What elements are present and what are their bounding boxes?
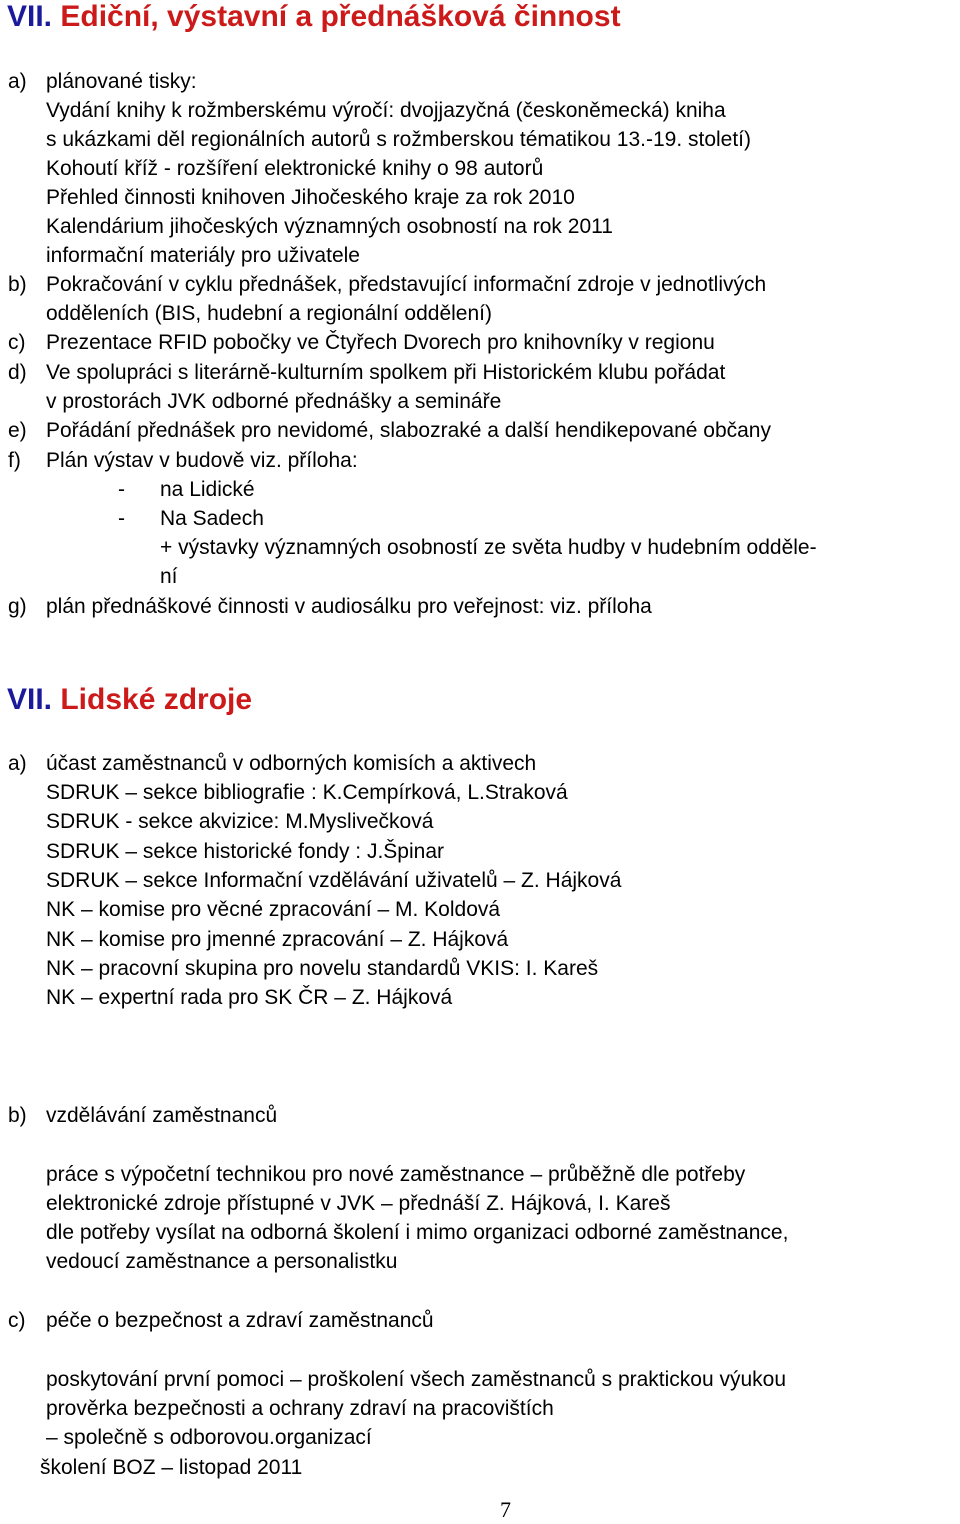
text-line: v prostorách JVK odborné přednášky a semináře xyxy=(46,390,502,413)
text-line: vedoucí zaměstnance a personalistku xyxy=(46,1250,398,1273)
item-marker-a: a) xyxy=(8,752,27,775)
item-marker-e: e) xyxy=(8,419,27,442)
heading-number: VII. xyxy=(7,683,53,716)
text-line: práce s výpočetní technikou pro nové zaměstnance – průběžně dle potřeby xyxy=(46,1163,746,1186)
text-line: – společně s odborovou.organizací xyxy=(46,1426,372,1449)
subsection-heading: péče o bezpečnost a zdraví zaměstnanců xyxy=(46,1309,434,1332)
item-marker-b: b) xyxy=(8,273,27,296)
text-line: SDRUK - sekce akvizice: M.Myslivečková xyxy=(46,810,434,833)
text-line: Pokračování v cyklu přednášek, představující informační zdroje v jednotlivých xyxy=(46,273,767,296)
page-number: 7 xyxy=(500,1497,511,1522)
heading-title: Ediční, výstavní a přednášková činnost xyxy=(60,0,621,33)
bullet-dash: - xyxy=(118,478,125,501)
text-line: s ukázkami děl regionálních autorů s rožmberskou tématikou 13.-19. století) xyxy=(46,128,752,151)
text-line: poskytování první pomoci – proškolení všech zaměstnanců s praktickou výukou xyxy=(46,1368,787,1391)
text-line: + výstavky významných osobností ze světa hudby v hudebním odděle- xyxy=(160,536,817,559)
text-line: NK – komise pro věcné zpracování – M. Koldová xyxy=(46,898,501,921)
text-line: Přehled činnosti knihoven Jihočeského kraje za rok 2010 xyxy=(46,186,575,209)
text-line: odděleních (BIS, hudební a regionální oddělení) xyxy=(46,302,492,325)
text-line: SDRUK – sekce Informační vzdělávání uživatelů – Z. Hájková xyxy=(46,869,622,892)
section-heading-lidske-zdroje xyxy=(7,683,252,717)
section-heading-edicni xyxy=(7,0,621,34)
text-line: plánované tisky: xyxy=(46,70,197,93)
text-line: Vydání knihy k rožmberskému výročí: dvojjazyčná (českoněmecká) kniha xyxy=(46,99,726,122)
text-line: dle potřeby vysílat na odborná školení i mimo organizaci odborné zaměstnance, xyxy=(46,1221,789,1244)
item-marker-g: g) xyxy=(8,595,27,618)
text-line: Plán výstav v budově viz. příloha: xyxy=(46,449,358,472)
text-line: plán přednáškové činnosti v audiosálku pro veřejnost: viz. příloha xyxy=(46,595,652,618)
item-marker-f: f) xyxy=(8,449,21,472)
text-line: Na Sadech xyxy=(160,507,264,530)
text-line: NK – komise pro jmenné zpracování – Z. Hájková xyxy=(46,928,509,951)
text-line: Kalendárium jihočeských významných osobností na rok 2011 xyxy=(46,215,613,238)
subsection-heading: vzdělávání zaměstnanců xyxy=(46,1104,278,1127)
text-line: SDRUK – sekce bibliografie : K.Cempírková, L.Straková xyxy=(46,781,568,804)
text-line: školení BOZ – listopad 2011 xyxy=(40,1456,303,1479)
text-line: ní xyxy=(160,565,178,588)
text-line: NK – expertní rada pro SK ČR – Z. Hájková xyxy=(46,986,453,1009)
bullet-dash: - xyxy=(118,507,125,530)
text-line: účast zaměstnanců v odborných komisích a aktivech xyxy=(46,752,537,775)
item-marker-a: a) xyxy=(8,70,27,93)
text-line: Pořádání přednášek pro nevidomé, slabozraké a další hendikepované občany xyxy=(46,419,771,442)
text-line: elektronické zdroje přístupné v JVK – přednáší Z. Hájková, I. Kareš xyxy=(46,1192,671,1215)
text-line: Prezentace RFID pobočky ve Čtyřech Dvorech pro knihovníky v regionu xyxy=(46,331,715,354)
item-marker-c: c) xyxy=(8,1309,26,1332)
item-marker-c: c) xyxy=(8,331,26,354)
heading-title: Lidské zdroje xyxy=(60,683,253,716)
text-line: Kohoutí kříž - rozšíření elektronické knihy o 98 autorů xyxy=(46,157,544,180)
text-line: na Lidické xyxy=(160,478,255,501)
item-marker-b: b) xyxy=(8,1104,27,1127)
text-line: SDRUK – sekce historické fondy : J.Špinar xyxy=(46,840,444,863)
text-line: prověrka bezpečnosti a ochrany zdraví na pracovištích xyxy=(46,1397,554,1420)
text-line: informační materiály pro uživatele xyxy=(46,244,360,267)
text-line: Ve spolupráci s literárně-kulturním spolkem při Historickém klubu pořádat xyxy=(46,361,726,384)
text-line: NK – pracovní skupina pro novelu standardů VKIS: I. Kareš xyxy=(46,957,599,980)
heading-number: VII. xyxy=(7,0,53,33)
item-marker-d: d) xyxy=(8,361,27,384)
